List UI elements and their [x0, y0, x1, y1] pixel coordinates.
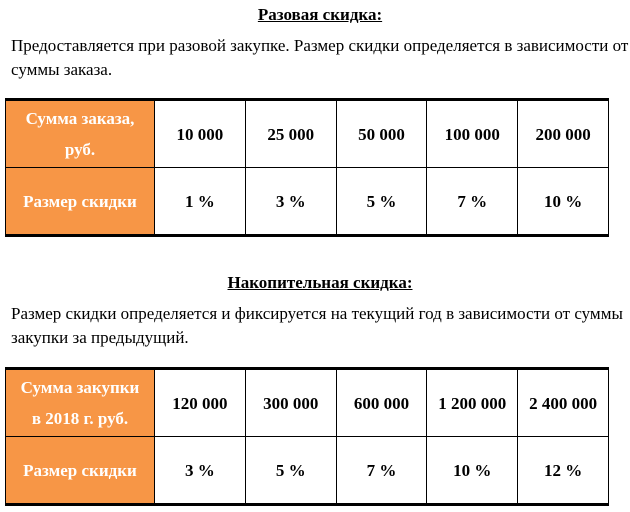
discount-cell: 7 % [336, 437, 427, 505]
table-row [6, 437, 609, 505]
discount-cell: 1 % [155, 168, 246, 236]
purchase-amount-header [6, 369, 155, 437]
table-row [6, 168, 609, 236]
discount-cell: 7 % [427, 168, 518, 236]
discount-cell: 12 % [518, 437, 609, 505]
discount-cell: 5 % [245, 437, 336, 505]
discount-cell: 10 % [427, 437, 518, 505]
amount-cell: 300 000 [245, 369, 336, 437]
cumulative-discount-title: Накопительная скидка: [227, 273, 413, 292]
cumulative-discount-description: Размер скидки определяется и фиксируется на текущий год в зависимости от суммы закупки за предыдущий. [11, 304, 623, 347]
order-amount-header [6, 100, 155, 168]
discount-cell: 5 % [336, 168, 427, 236]
amount-cell: 10 000 [155, 100, 246, 168]
one-time-discount-title: Разовая скидка: [257, 5, 383, 24]
amount-cell: 120 000 [155, 369, 246, 437]
one-time-discount-table [5, 98, 609, 237]
discount-size-header: Размер скидки [6, 168, 155, 236]
discount-cell: 3 % [245, 168, 336, 236]
amount-cell: 100 000 [427, 100, 518, 168]
purchase-amount-header-line2: в 2018 г. руб. [31, 409, 129, 428]
amount-cell: 25 000 [245, 100, 336, 168]
table-row [6, 369, 609, 437]
purchase-amount-header-line1: Сумма закупки [20, 378, 140, 397]
table-row [6, 100, 609, 168]
discount-size-header: Размер скидки [6, 437, 155, 505]
amount-cell: 2 400 000 [518, 369, 609, 437]
discount-cell: 10 % [518, 168, 609, 236]
amount-cell: 1 200 000 [427, 369, 518, 437]
discount-cell: 3 % [155, 437, 246, 505]
order-amount-header-line2: руб. [64, 140, 96, 159]
amount-cell: 200 000 [518, 100, 609, 168]
cumulative-discount-table [5, 367, 609, 506]
order-amount-header-line1: Сумма заказа, [25, 109, 135, 128]
amount-cell: 50 000 [336, 100, 427, 168]
amount-cell: 600 000 [336, 369, 427, 437]
one-time-discount-description: Предоставляется при разовой закупке. Размер скидки определяется в зависимости от суммы заказа. [11, 36, 629, 79]
